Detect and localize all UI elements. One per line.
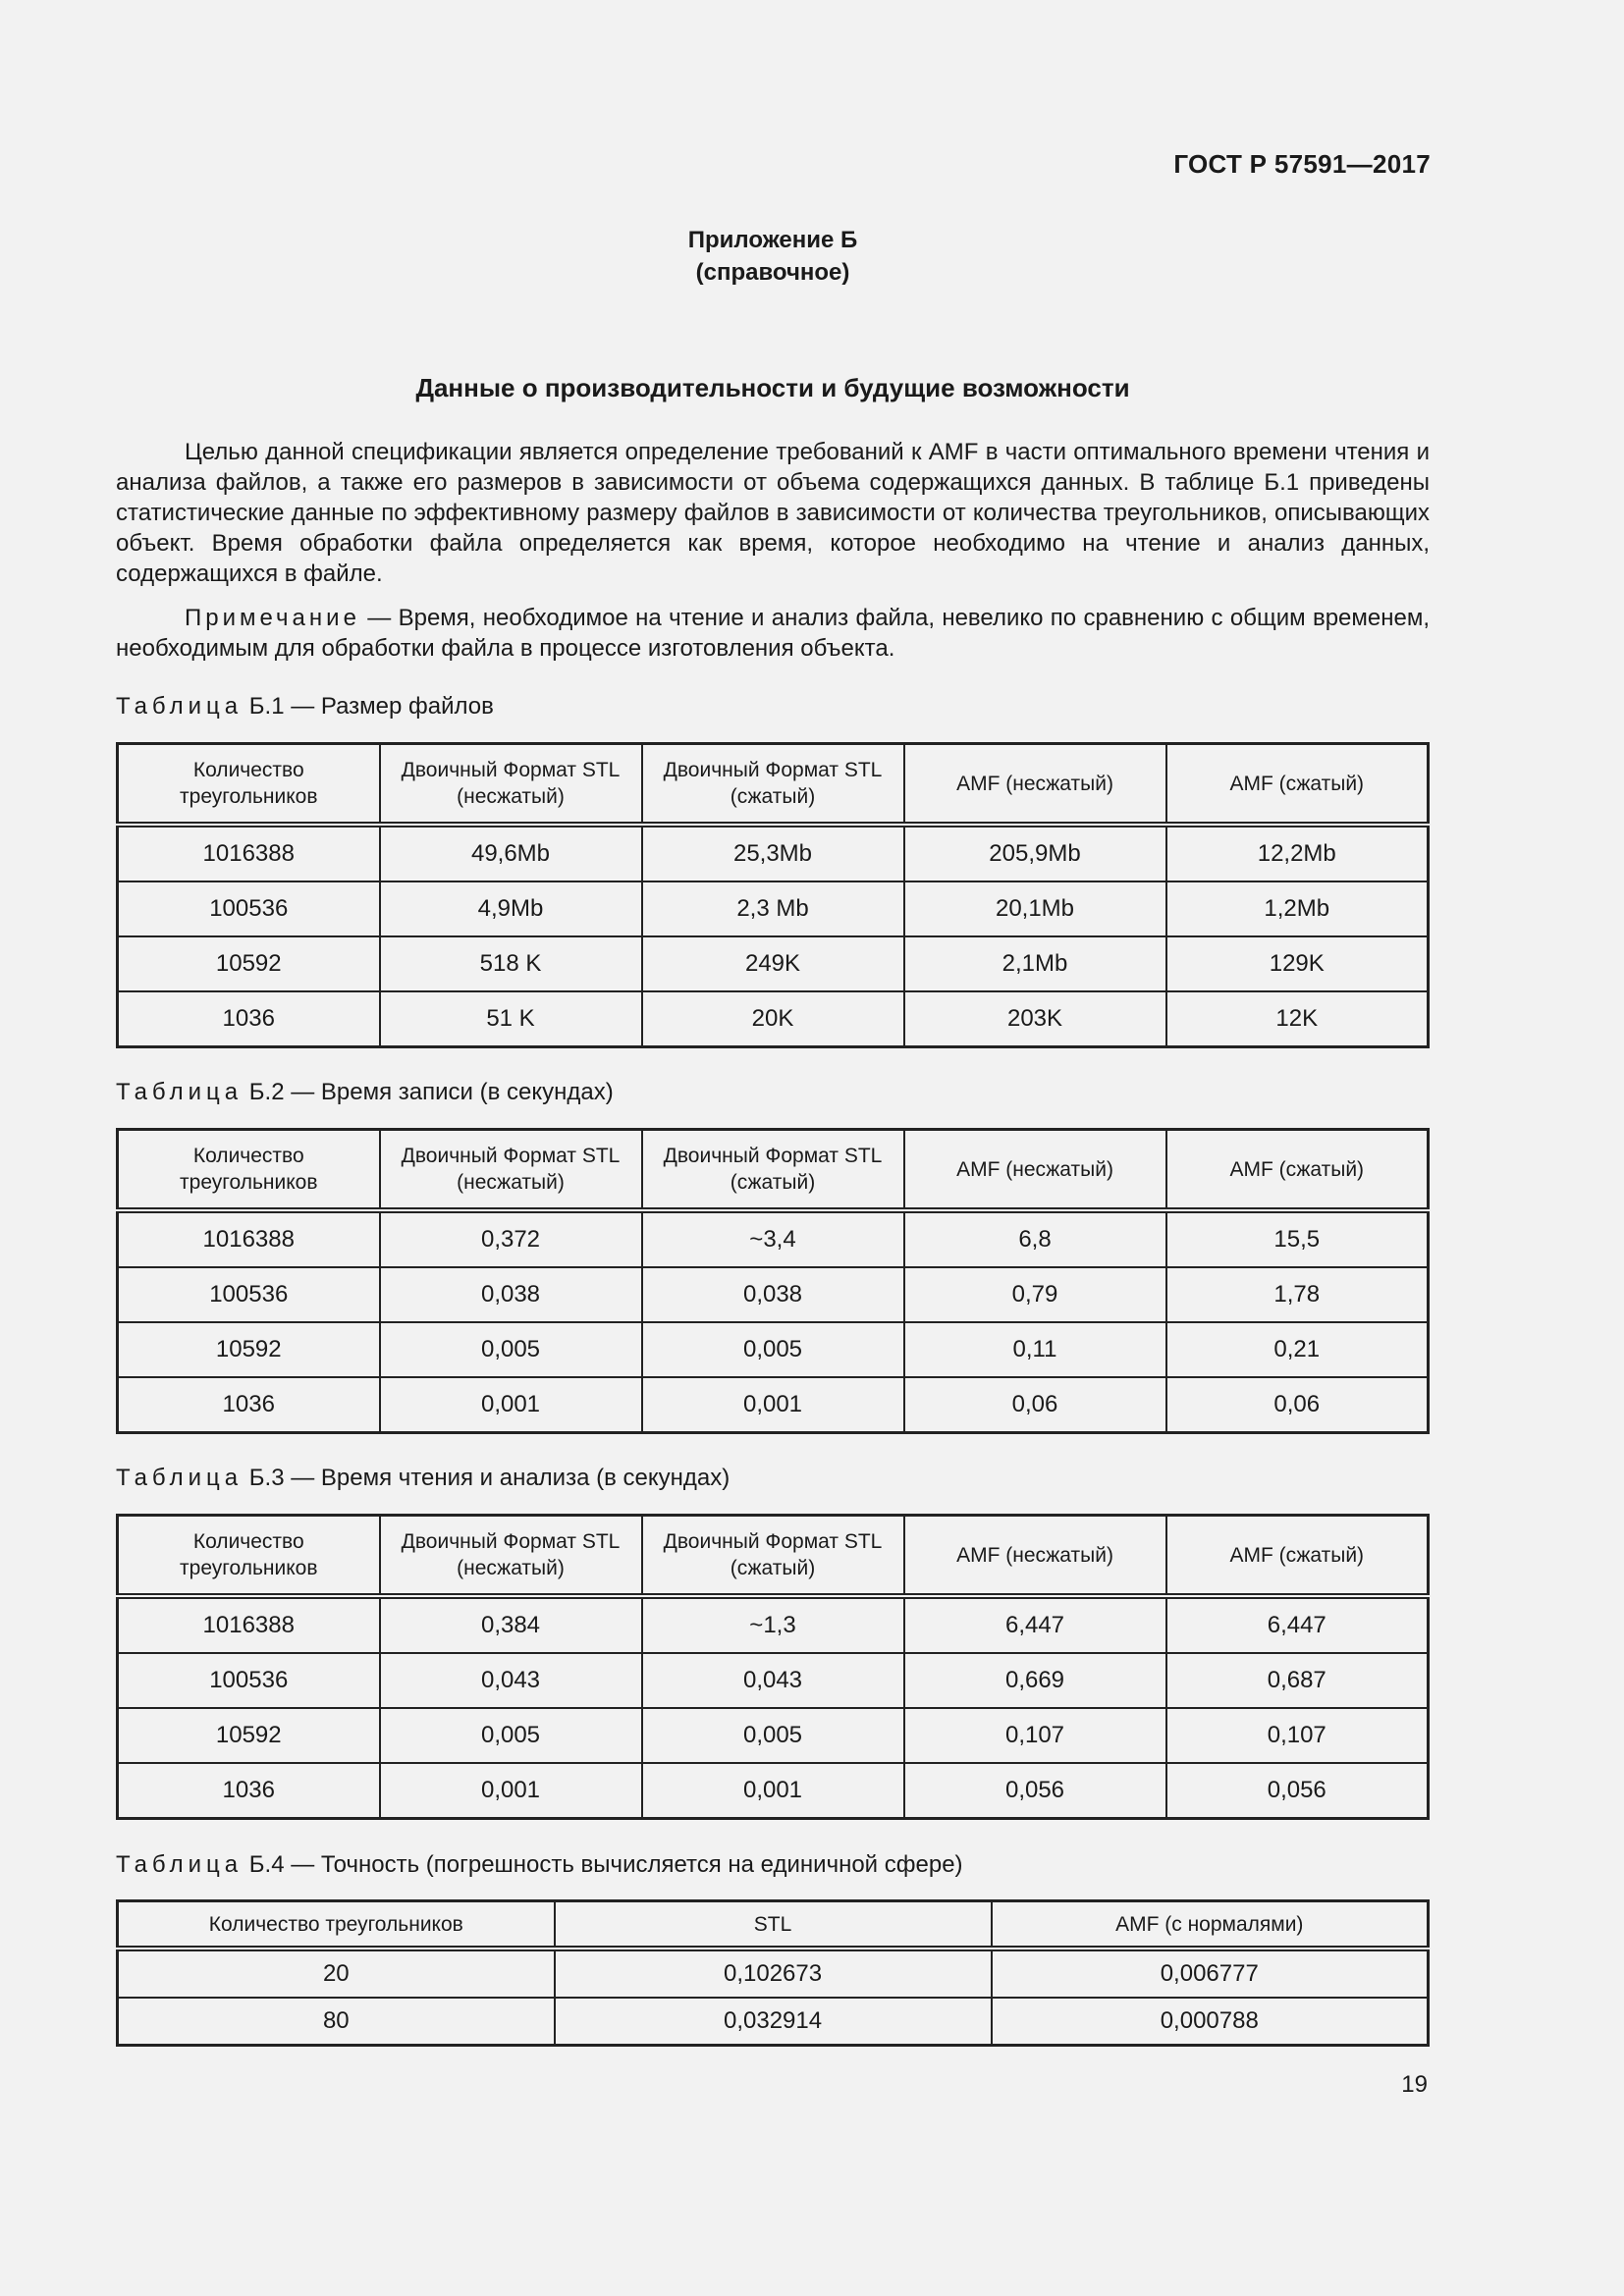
table-cell: 0,001: [380, 1763, 642, 1819]
table-row: [118, 881, 1429, 936]
table-cell: 51 K: [380, 991, 642, 1047]
table-cell: ~3,4: [642, 1210, 904, 1267]
table-cell: 1036: [118, 1377, 380, 1433]
col-header: Количество треугольников: [118, 1130, 380, 1211]
table-cell: 1036: [118, 991, 380, 1047]
table-row: [118, 1763, 1429, 1819]
table-cell: 6,447: [904, 1596, 1166, 1653]
table-cell: 10592: [118, 1708, 380, 1763]
table-cell: 6,447: [1166, 1596, 1429, 1653]
table-cell: 0,056: [904, 1763, 1166, 1819]
table-b3-caption: [116, 1465, 730, 1492]
note-text: — Время, необходимое на чтение и анализ файла, невелико по сравнению с общим временем, необходимым для обработки файла в процессе изготовления объекта.: [116, 605, 1430, 662]
table-cell: 0,005: [642, 1322, 904, 1377]
table-b1: [116, 742, 1430, 1048]
table-header-row: [118, 744, 1429, 826]
col-header: AMF (несжатый): [904, 1130, 1166, 1211]
table-cell: 20,1Mb: [904, 881, 1166, 936]
table-cell: 2,3 Mb: [642, 881, 904, 936]
table-cell: 0,006777: [992, 1949, 1429, 1998]
table-cell: 0,372: [380, 1210, 642, 1267]
intro-text: Целью данной спецификации является определение требований к AMF в части оптимального времени чтения и анализа файлов, а также его размеров в зависимости от объема содержащихся данных. В таблице Б.1 приведены статистические данные по эффективному размеру файлов в зависимости от количества треугольников, описывающих объект. Время обработки файла определяется как время, которое необходимо на чтение и анализ данных, содержащихся в файле.: [116, 439, 1430, 587]
col-header: Количество треугольников: [118, 1901, 555, 1949]
table-cell: 0,107: [1166, 1708, 1429, 1763]
table-cell: 2,1Mb: [904, 936, 1166, 991]
table-cell: 100536: [118, 1267, 380, 1322]
appendix-subtitle: (справочное): [695, 259, 850, 286]
table-cell: 205,9Mb: [904, 825, 1166, 881]
table-caption-text: Б.2 — Время записи (в секундах): [243, 1079, 614, 1105]
table-row: [118, 825, 1429, 881]
intro-paragraph: [116, 437, 1430, 589]
table-cell: 100536: [118, 1653, 380, 1708]
table-cell: 0,11: [904, 1322, 1166, 1377]
table-cell: 0,005: [642, 1708, 904, 1763]
note-label: Примечание: [185, 605, 360, 631]
table-cell: 15,5: [1166, 1210, 1429, 1267]
table-cell: 0,687: [1166, 1653, 1429, 1708]
col-header: AMF (сжатый): [1166, 1516, 1429, 1597]
table-cell: 249K: [642, 936, 904, 991]
table-cell: 0,384: [380, 1596, 642, 1653]
table-cell: 1016388: [118, 825, 380, 881]
col-header: AMF (несжатый): [904, 744, 1166, 826]
table-cell: 0,000788: [992, 1998, 1429, 2046]
table-caption-text: Б.3 — Время чтения и анализа (в секундах): [243, 1465, 731, 1491]
table-row: [118, 991, 1429, 1047]
table-b4: [116, 1899, 1430, 2047]
col-header: Двоичный Формат STL (сжатый): [642, 744, 904, 826]
table-cell: 0,79: [904, 1267, 1166, 1322]
table-row: [118, 1322, 1429, 1377]
table-cell: 4,9Mb: [380, 881, 642, 936]
table-cell: 100536: [118, 881, 380, 936]
table-cell: 0,056: [1166, 1763, 1429, 1819]
table-cell: 25,3Mb: [642, 825, 904, 881]
standard-code: ГОСТ Р 57591—2017: [1173, 149, 1431, 179]
table-cell: 0,001: [380, 1377, 642, 1433]
table-cell: 518 K: [380, 936, 642, 991]
appendix-heading: [0, 224, 1545, 289]
table-cell: 0,107: [904, 1708, 1166, 1763]
table-cell: 1,2Mb: [1166, 881, 1429, 936]
table-header-row: [118, 1516, 1429, 1597]
table-cell: 0,001: [642, 1377, 904, 1433]
table-label: Таблица: [116, 1079, 244, 1105]
table-cell: 20K: [642, 991, 904, 1047]
table-cell: 80: [118, 1998, 555, 2046]
table-cell: 0,005: [380, 1708, 642, 1763]
col-header: Количество треугольников: [118, 1516, 380, 1597]
table-cell: 0,043: [642, 1653, 904, 1708]
col-header: AMF (сжатый): [1166, 744, 1429, 826]
table-caption-text: Б.4 — Точность (погрешность вычисляется на единичной сфере): [243, 1851, 963, 1878]
col-header: STL: [555, 1901, 992, 1949]
col-header: Количество треугольников: [118, 744, 380, 826]
table-label: Таблица: [116, 1465, 244, 1491]
section-title: Данные о производительности и будущие возможности: [415, 373, 1130, 402]
table-cell: 12K: [1166, 991, 1429, 1047]
table-row: [118, 1267, 1429, 1322]
table-cell: 203K: [904, 991, 1166, 1047]
appendix-title: Приложение Б: [687, 227, 858, 253]
table-cell: 10592: [118, 936, 380, 991]
table-row: [118, 1377, 1429, 1433]
table-header-row: [118, 1130, 1429, 1211]
table-row: [118, 1708, 1429, 1763]
table-cell: 1016388: [118, 1210, 380, 1267]
note-paragraph: [116, 603, 1430, 664]
table-row: [118, 1210, 1429, 1267]
table-header-row: [118, 1901, 1429, 1949]
table-caption-text: Б.1 — Размер файлов: [243, 693, 494, 720]
table-cell: 129K: [1166, 936, 1429, 991]
table-row: [118, 1596, 1429, 1653]
table-cell: 0,669: [904, 1653, 1166, 1708]
col-header: AMF (сжатый): [1166, 1130, 1429, 1211]
table-b3: [116, 1514, 1430, 1820]
table-cell: 0,005: [380, 1322, 642, 1377]
table-cell: 0,032914: [555, 1998, 992, 2046]
table-cell: 0,038: [642, 1267, 904, 1322]
table-cell: 1016388: [118, 1596, 380, 1653]
table-cell: 0,038: [380, 1267, 642, 1322]
table-label: Таблица: [116, 693, 244, 720]
table-b4-caption: [116, 1851, 963, 1879]
table-cell: 1036: [118, 1763, 380, 1819]
table-cell: 0,043: [380, 1653, 642, 1708]
page-number: 19: [1401, 2071, 1428, 2098]
col-header: Двоичный Формат STL (сжатый): [642, 1516, 904, 1597]
table-cell: 1,78: [1166, 1267, 1429, 1322]
table-b2-caption: [116, 1079, 614, 1106]
table-b2: [116, 1128, 1430, 1434]
table-cell: 49,6Mb: [380, 825, 642, 881]
table-cell: 0,06: [1166, 1377, 1429, 1433]
col-header: Двоичный Формат STL (несжатый): [380, 1516, 642, 1597]
table-cell: 0,102673: [555, 1949, 992, 1998]
table-cell: 0,21: [1166, 1322, 1429, 1377]
col-header: Двоичный Формат STL (сжатый): [642, 1130, 904, 1211]
col-header: AMF (несжатый): [904, 1516, 1166, 1597]
table-cell: 10592: [118, 1322, 380, 1377]
col-header: AMF (с нормалями): [992, 1901, 1429, 1949]
col-header: Двоичный Формат STL (несжатый): [380, 744, 642, 826]
table-label: Таблица: [116, 1851, 244, 1878]
col-header: Двоичный Формат STL (несжатый): [380, 1130, 642, 1211]
table-cell: 0,06: [904, 1377, 1166, 1433]
table-b1-caption: [116, 693, 494, 721]
table-row: [118, 936, 1429, 991]
table-cell: 0,001: [642, 1763, 904, 1819]
table-cell: 6,8: [904, 1210, 1166, 1267]
table-cell: 20: [118, 1949, 555, 1998]
table-row: [118, 1653, 1429, 1708]
table-row: [118, 1949, 1429, 1998]
table-row: [118, 1998, 1429, 2046]
table-cell: ~1,3: [642, 1596, 904, 1653]
table-cell: 12,2Mb: [1166, 825, 1429, 881]
